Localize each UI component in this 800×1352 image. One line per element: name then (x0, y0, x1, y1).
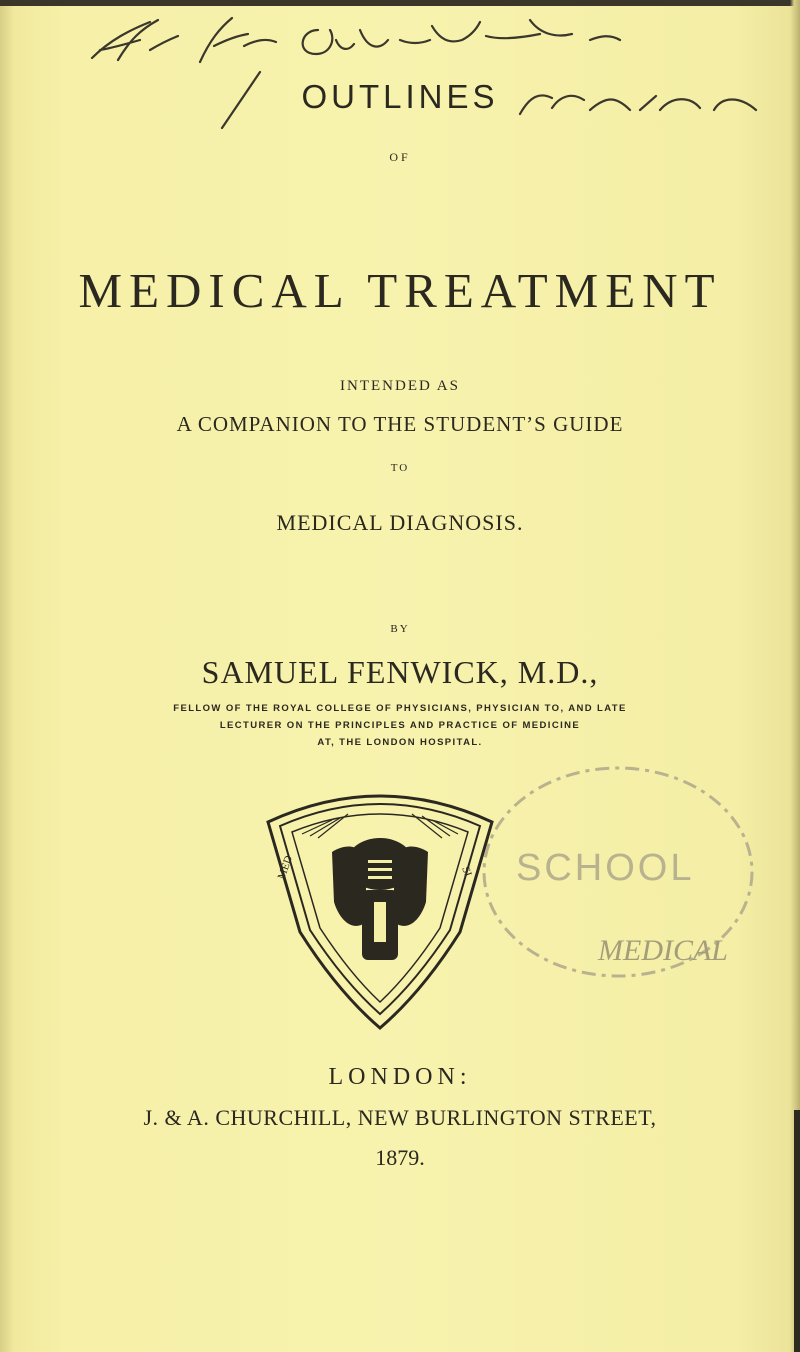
stamp-text-bottom: MEDICAL (598, 934, 728, 967)
svg-text:SI: SI (459, 864, 474, 879)
subtitle-intended-as: INTENDED AS (340, 378, 460, 394)
imprint-year: 1879. (375, 1145, 425, 1170)
title-outlines: OUTLINES (301, 78, 499, 115)
publisher-shield-emblem (262, 782, 498, 1032)
author-name: SAMUEL FENWICK, M.D., (201, 654, 599, 690)
stamp-text-top: SCHOOL (516, 847, 695, 889)
title-of: OF (389, 150, 411, 164)
svg-text:MED: MED (275, 853, 296, 882)
author-credentials-line: FELLOW OF THE ROYAL COLLEGE OF PHYSICIANS, PHYSICIAN TO, AND LATE (173, 703, 627, 714)
imprint-place: LONDON: (328, 1064, 472, 1090)
subtitle-companion: A COMPANION TO THE STUDENT’S GUIDE (176, 412, 624, 436)
author-credentials-line: LECTURER ON THE PRINCIPLES AND PRACTICE OF MEDICINE (219, 720, 581, 731)
author-by: BY (390, 623, 410, 635)
library-stamp (468, 760, 768, 1010)
author-credentials-line: AT, THE LONDON HOSPITAL. (317, 737, 483, 748)
subtitle-to: TO (390, 462, 410, 474)
subtitle-diagnosis: MEDICAL DIAGNOSIS. (276, 510, 524, 535)
main-title: MEDICAL TREATMENT (78, 263, 722, 318)
imprint-publisher: J. & A. CHURCHILL, NEW BURLINGTON STREET, (143, 1105, 657, 1130)
